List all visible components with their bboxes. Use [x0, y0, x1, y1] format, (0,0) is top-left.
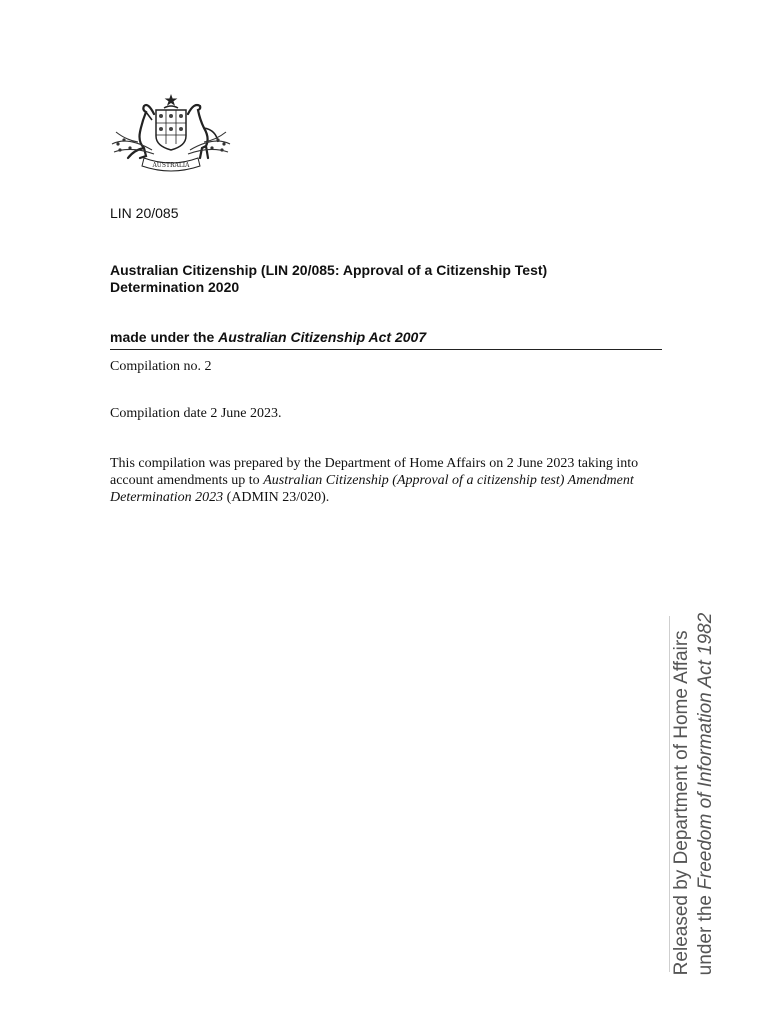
document-title-line2: Determination 2020 — [110, 279, 240, 295]
amending-instrument: Australian Citizenship (Approval of a citizenship test) Amendment Determination 2023 — [110, 473, 634, 505]
compilation-description-text: This compilation was prepared by the Department of Home Affairs on 2 June 2023 taking into account amendments up to — [110, 456, 639, 488]
crest-motto: AUSTRALIA — [152, 162, 190, 169]
compilation-description — [110, 455, 670, 506]
coat-of-arms-icon — [108, 92, 234, 176]
document-title — [110, 262, 670, 296]
lin-number: LIN 20/085 — [110, 205, 179, 221]
release-stamp-line2-prefix: under the — [695, 889, 716, 976]
foi-act-name: Freedom of Information Act 1982 — [695, 612, 716, 890]
release-stamp-line2 — [694, 613, 718, 976]
compilation-date: Compilation date 2 June 2023. — [110, 406, 282, 421]
made-under-prefix: made under the — [110, 329, 219, 345]
compilation-number: Compilation no. 2 — [110, 359, 212, 374]
document-title-line1: Australian Citizenship (LIN 20/085: Approval of a Citizenship Test) — [110, 262, 548, 278]
release-stamp-line1: Released by Department of Home Affairs — [671, 630, 692, 976]
foi-release-stamp-text — [670, 613, 718, 976]
made-under-heading — [110, 329, 662, 350]
enabling-act: Australian Citizenship Act 2007 — [218, 329, 427, 345]
compilation-description-suffix: (ADMIN 23/020). — [223, 490, 330, 505]
foi-release-stamp — [669, 612, 718, 976]
